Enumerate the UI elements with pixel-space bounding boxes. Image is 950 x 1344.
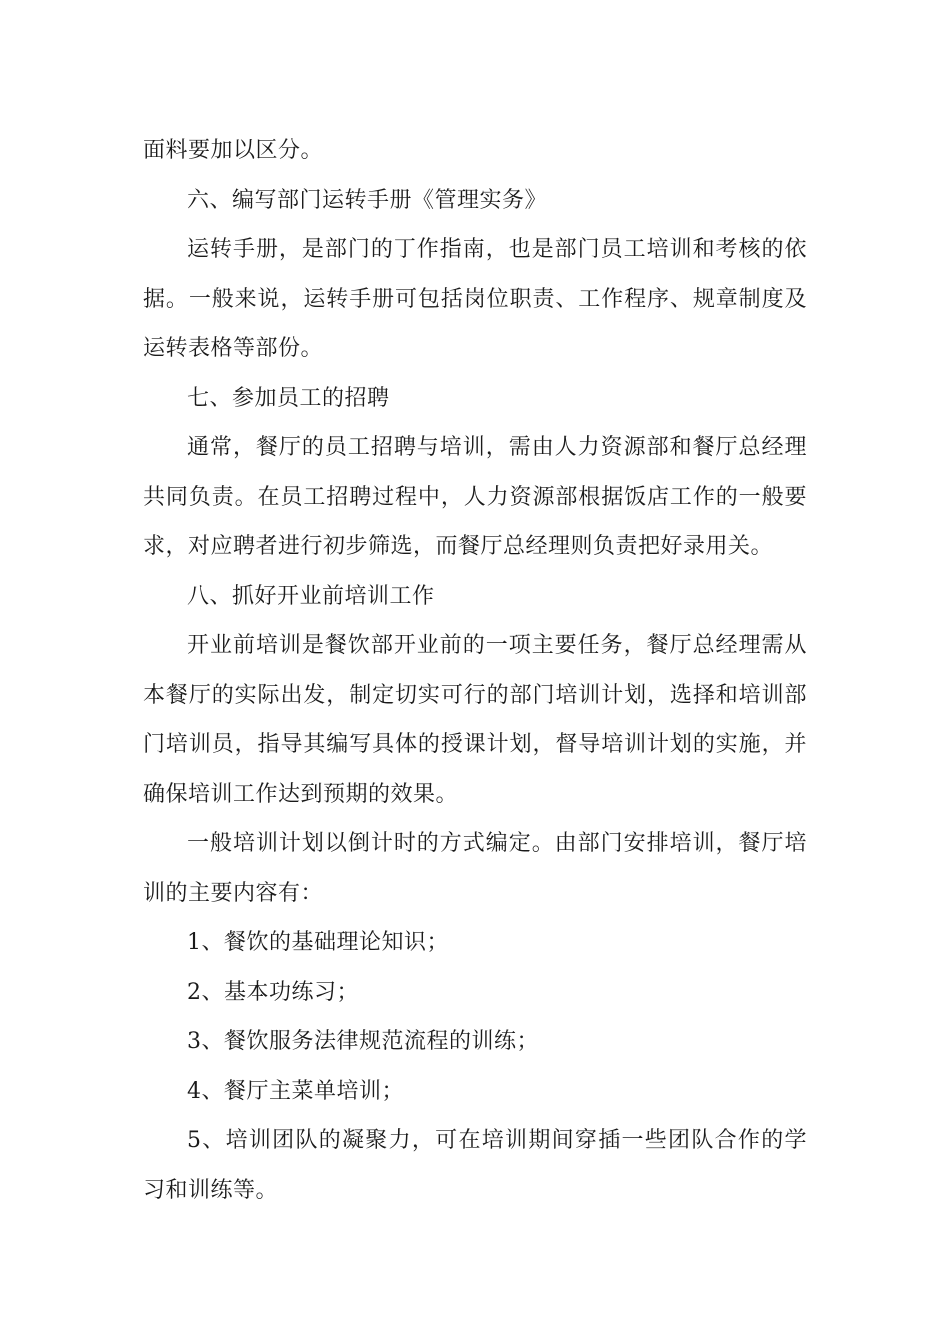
list-item-3: 3、餐饮服务法律规范流程的训练； bbox=[187, 1029, 539, 1054]
document-body bbox=[143, 126, 807, 1215]
section-heading-eight: 八、抓好开业前培训工作 bbox=[187, 583, 435, 609]
list-item-4: 4、餐厅主菜单培训； bbox=[187, 1078, 404, 1104]
paragraph-continuation: 面料要加以区分。 bbox=[143, 138, 324, 163]
list-item-2: 2、基本功练习； bbox=[187, 979, 359, 1005]
paragraph-training-plan: 一般培训计划以倒计时的方式编定。由部门安排培训，餐厅培训的主要内容有： bbox=[143, 831, 807, 906]
section-heading-seven: 七、参加员工的招聘 bbox=[187, 385, 390, 411]
paragraph-operations-manual: 运转手册，是部门的丁作指南，也是部门员工培训和考核的依据。一般来说，运转手册可包括岗位职责、工作程序、规章制度及运转表格等部份。 bbox=[143, 237, 807, 361]
paragraph-pre-opening-training: 开业前培训是餐饮部开业前的一项主要任务，餐厅总经理需从本餐厅的实际出发，制定切实可行的部门培训计划，选择和培训部门培训员，指导其编写具体的授课计划，督导培训计划的实施，并确保培训工作达到预期的效果。 bbox=[143, 633, 807, 807]
list-item-1: 1、餐饮的基础理论知识； bbox=[187, 930, 449, 955]
paragraph-recruitment: 通常，餐厅的员工招聘与培训，需由人力资源部和餐厅总经理共同负责。在员工招聘过程中，人力资源部根据饭店工作的一般要求，对应聘者进行初步筛选，而餐厅总经理则负责把好录用关。 bbox=[143, 435, 807, 559]
list-item-5: 5、培训团队的凝聚力，可在培训期间穿插一些团队合作的学习和训练等。 bbox=[143, 1128, 807, 1203]
section-heading-six: 六、编写部门运转手册《管理实务》 bbox=[187, 187, 548, 213]
